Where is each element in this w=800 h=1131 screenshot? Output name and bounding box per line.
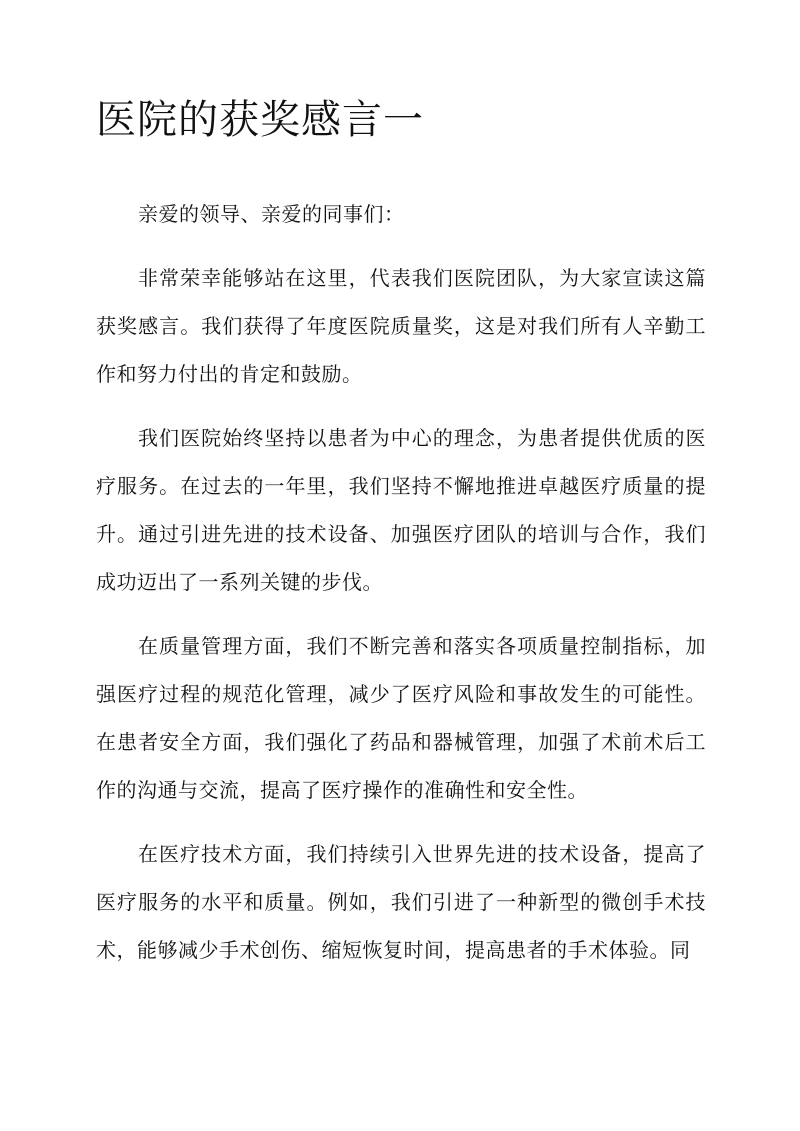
- body-paragraph: 我们医院始终坚持以患者为中心的理念，为患者提供优质的医疗服务。在过去的一年里，我们坚持不懈地推进卓越医疗质量的提升。通过引进先进的技术设备、加强医疗团队的培训与合作，我们成功迈出了一系列关键的步伐。: [96, 426, 706, 594]
- body-paragraph: 在质量管理方面，我们不断完善和落实各项质量控制指标，加强医疗过程的规范化管理，减少了医疗风险和事故发生的可能性。在患者安全方面，我们强化了药品和器械管理，加强了术前术后工作的沟通与交流，提高了医疗操作的准确性和安全性。: [96, 634, 706, 802]
- document-title: 医院的获奖感言一: [96, 97, 424, 143]
- body-paragraph: 在医疗技术方面，我们持续引入世界先进的技术设备，提高了医疗服务的水平和质量。例如，我们引进了一种新型的微创手术技术，能够减少手术创伤、缩短恢复时间，提高患者的手术体验。同: [96, 842, 706, 962]
- document-body: [96, 190, 706, 990]
- body-paragraph: 非常荣幸能够站在这里，代表我们医院团队，为大家宣读这篇获奖感言。我们获得了年度医院质量奖，这是对我们所有人辛勤工作和努力付出的肯定和鼓励。: [96, 266, 706, 386]
- salutation-paragraph: 亲爱的领导、亲爱的同事们：: [138, 202, 405, 226]
